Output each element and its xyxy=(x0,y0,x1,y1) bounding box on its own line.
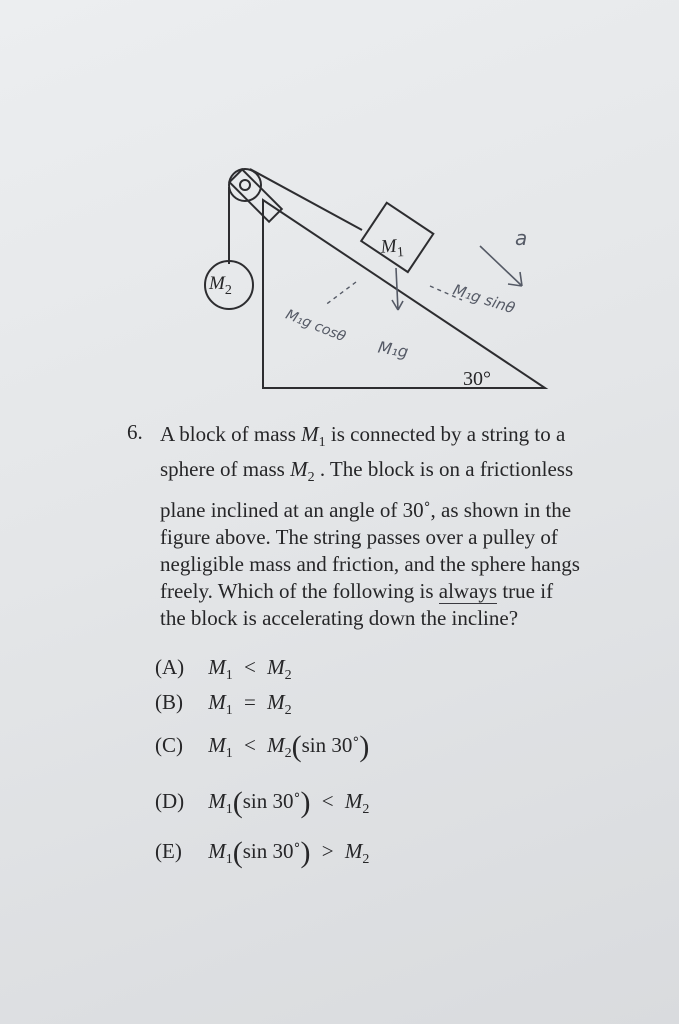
question-line-2 xyxy=(160,456,573,491)
option-b[interactable] xyxy=(155,690,292,719)
od-m1: M xyxy=(208,789,226,813)
pulley-axle xyxy=(240,180,250,190)
q1a: A block of mass xyxy=(160,422,296,446)
oc-rparen: ) xyxy=(359,730,370,763)
ob-m2: M xyxy=(267,690,285,714)
od-sin: sin 30˚ xyxy=(242,789,301,813)
ob-s2: 2 xyxy=(284,703,292,719)
od-lparen: ( xyxy=(232,786,243,819)
od-s2: 2 xyxy=(362,802,370,818)
option-d[interactable] xyxy=(155,786,369,820)
oc-m2: M xyxy=(267,733,285,757)
option-a-label: (A) xyxy=(155,655,185,679)
question-line-5: negligible mass and friction, and the sphere hangs xyxy=(160,552,580,576)
option-a[interactable] xyxy=(155,655,292,684)
oc-sin: sin 30˚ xyxy=(301,733,360,757)
od-rparen: ) xyxy=(300,786,311,819)
option-c[interactable] xyxy=(155,730,369,764)
q2-m: M xyxy=(290,457,308,481)
oe-sin: sin 30˚ xyxy=(242,839,301,863)
option-e-label: (E) xyxy=(155,839,182,863)
block-label-sub: 1 xyxy=(396,245,405,261)
od-m2: M xyxy=(344,789,363,813)
ob-rel: = xyxy=(244,690,256,714)
handwriting-m1gcos: M₁g cosθ xyxy=(283,306,348,346)
handwriting-m1g: M₁g xyxy=(376,337,410,362)
incline-figure xyxy=(0,0,679,420)
question-line-6 xyxy=(160,578,553,604)
ob-s1: 1 xyxy=(225,703,233,719)
question-line-1 xyxy=(160,421,565,456)
question-line-3: plane inclined at an angle of 30˚, as shown in the xyxy=(160,498,572,522)
oe-rel: > xyxy=(321,839,334,863)
oa-m1: M xyxy=(208,655,226,679)
q6-always: always xyxy=(438,579,498,603)
angle-label: 30° xyxy=(463,368,491,390)
q1-m: M xyxy=(301,422,319,446)
sphere-label-m: M xyxy=(209,273,225,294)
option-b-label: (B) xyxy=(155,690,183,714)
oe-s2: 2 xyxy=(362,852,370,868)
q2b: . The block is on a frictionless xyxy=(319,457,574,481)
oc-m1: M xyxy=(208,733,226,757)
handwriting-m1gsin: M₁g sinθ xyxy=(450,280,518,318)
ob-m1: M xyxy=(208,690,226,714)
block-label xyxy=(380,233,405,267)
option-e[interactable] xyxy=(155,836,369,870)
pulley-bracket xyxy=(229,169,281,221)
oa-s1: 1 xyxy=(225,668,233,684)
oa-rel: < xyxy=(244,655,256,679)
oe-m1: M xyxy=(208,839,226,863)
sphere-label xyxy=(209,271,232,304)
option-c-label: (C) xyxy=(155,733,183,757)
q1b: is connected by a string to a xyxy=(330,422,566,446)
block-label-m: M xyxy=(380,235,398,258)
q6a: freely. Which of the following is xyxy=(160,579,434,603)
oa-s2: 2 xyxy=(284,668,292,684)
arrow-normal-dashed xyxy=(324,282,356,306)
q2a: sphere of mass xyxy=(160,457,285,481)
od-rel: < xyxy=(321,789,334,813)
oa-m2: M xyxy=(267,655,285,679)
option-d-label: (D) xyxy=(155,789,185,813)
question-line-7: the block is accelerating down the incline? xyxy=(160,606,519,630)
oe-m2: M xyxy=(344,839,363,863)
sphere-label-sub: 2 xyxy=(224,282,232,298)
arrow-a-icon xyxy=(480,246,522,286)
pulley-icon xyxy=(229,169,261,201)
arrow-gravity-icon xyxy=(392,268,403,310)
question-line-4: figure above. The string passes over a pulley of xyxy=(160,525,558,549)
oe-s1: 1 xyxy=(225,852,233,868)
od-s1: 1 xyxy=(225,802,233,818)
oc-rel: < xyxy=(244,733,256,757)
question-number: 6. xyxy=(127,420,143,444)
oc-s1: 1 xyxy=(225,746,233,762)
handwriting-a: a xyxy=(515,226,528,250)
oc-lparen: ( xyxy=(291,730,302,763)
oe-lparen: ( xyxy=(232,836,243,869)
oc-s2: 2 xyxy=(284,746,292,762)
q6c: true if xyxy=(502,579,554,603)
q1-sub: 1 xyxy=(318,435,326,451)
oe-rparen: ) xyxy=(300,836,311,869)
q2-sub: 2 xyxy=(307,470,315,486)
